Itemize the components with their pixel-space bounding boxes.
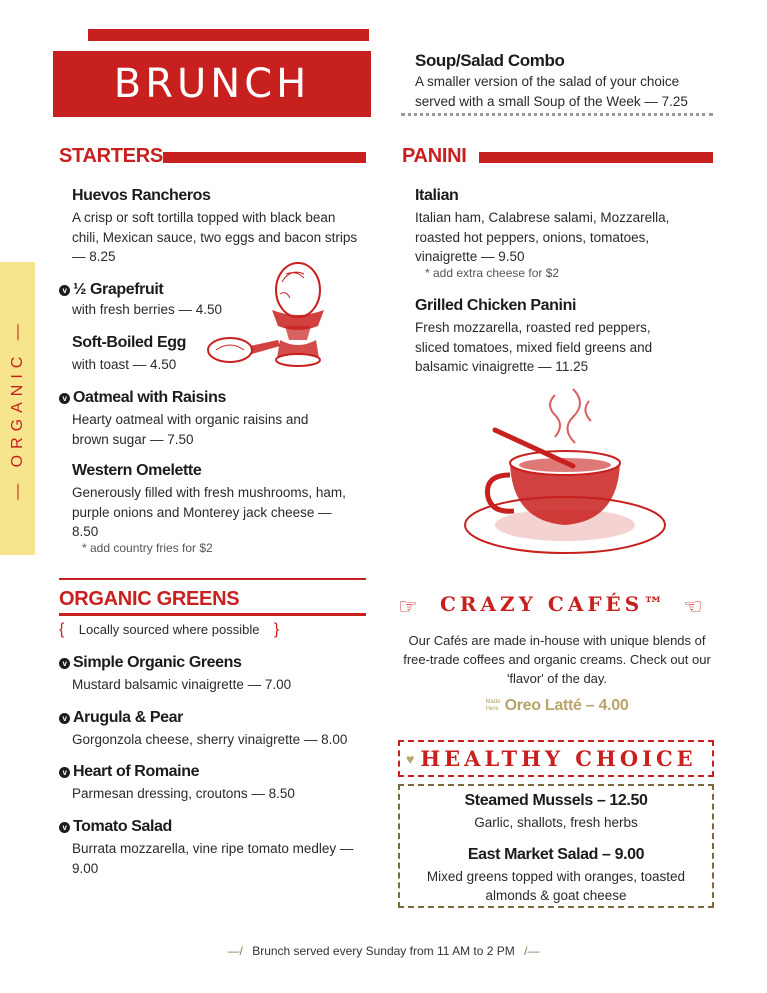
starter-title-egg: Soft-Boiled Egg — [72, 334, 186, 351]
greens-heading: ORGANIC GREENS — [59, 588, 240, 610]
brunch-top-bar — [88, 29, 369, 41]
dotted-divider — [401, 113, 713, 116]
healthy-heading: ♥ HEALTHY CHOICE — [406, 746, 697, 771]
greens-bottom-rule — [59, 613, 366, 616]
footer: —/ Brunch served every Sunday from 11 AM to 2 PM /— — [227, 944, 540, 958]
cafes-title: CRAZY CAFÉS™ — [440, 592, 668, 616]
greens-title-simple: v Simple Organic Greens — [59, 654, 242, 672]
starters-heading-bar — [163, 152, 366, 163]
starter-note-omelette: * add country fries for $2 — [82, 541, 213, 555]
starter-desc-egg: with toast — 4.50 — [72, 357, 177, 372]
panini-note-italian: * add extra cheese for $2 — [425, 266, 560, 280]
panini-title-chicken: Grilled Chicken Panini — [415, 297, 577, 314]
pointing-hand-right-icon: ☞ — [398, 594, 418, 619]
starter-desc-oatmeal: Hearty oatmeal with organic raisins and brown sugar — 7.50 — [72, 412, 309, 447]
made-here-label: Made Here — [485, 699, 501, 712]
brunch-title: BRUNCH — [113, 61, 311, 107]
panini-title-italian: Italian — [415, 187, 459, 204]
starter-desc-huevos: A crisp or soft tortilla topped with black bean chili, Mexican sauce, two eggs and bacon strips — 8.25 — [72, 210, 358, 264]
panini-desc-chicken: Fresh mozzarella, roasted red peppers, sliced tomatoes, mixed field greens and balsamic vinaigrette — 11.25 — [415, 320, 653, 374]
cafes-desc: Our Cafés are made in-house with unique blends of free-trade coffees and organic creams. Check out our 'flavor' of the day. — [403, 633, 711, 686]
greens-desc-arugula: Gorgonzola cheese, sherry vinaigrette — 8.00 — [72, 732, 348, 747]
vegetarian-icon: v — [59, 285, 70, 296]
greens-subtitle: { Locally sourced where possible } — [59, 621, 280, 638]
vegetarian-icon: v — [59, 658, 70, 669]
starter-desc-grapefruit: with fresh berries — 4.50 — [72, 302, 223, 317]
starter-desc-omelette: Generously filled with fresh mushrooms, ham, purple onions and Monterey jack cheese — 8.50 — [72, 485, 346, 539]
left-brace-icon: { — [59, 621, 65, 638]
vegetarian-icon: v — [59, 822, 70, 833]
panini-heading: PANINI — [402, 145, 467, 167]
pointing-hand-left-icon: ☜ — [683, 594, 703, 619]
healthy-desc-salad: Mixed greens topped with oranges, toasted almonds & goat cheese — [426, 869, 686, 903]
healthy-title-salad: East Market Salad – 9.00 — [467, 846, 645, 863]
organic-tab-label: — ORGANIC — — [8, 317, 26, 500]
greens-desc-romaine: Parmesan dressing, croutons — 8.50 — [72, 786, 295, 801]
organic-tab-label-wrap — [0, 262, 35, 555]
starter-title-oatmeal: v Oatmeal with Raisins — [59, 389, 226, 407]
coffee-cup-illustration — [455, 385, 680, 565]
greens-desc-tomato: Burrata mozzarella, vine ripe tomato medley — 9.00 — [72, 841, 354, 876]
healthy-desc-mussels: Garlic, shallots, fresh herbs — [474, 815, 638, 830]
heart-icon: ♥ — [406, 750, 415, 767]
slash-left-icon: —/ — [227, 944, 243, 958]
vegetarian-icon: v — [59, 767, 70, 778]
panini-desc-italian: Italian ham, Calabrese salami, Mozzarella, roasted hot peppers, onions, tomatoes, vinaigrette — 9.50 — [415, 210, 670, 264]
greens-title-tomato: v Tomato Salad — [59, 818, 172, 836]
starter-title-huevos: Huevos Rancheros — [72, 187, 211, 204]
latte-text: Oreo Latté – 4.00 — [504, 697, 629, 714]
greens-desc-simple: Mustard balsamic vinaigrette — 7.00 — [72, 677, 292, 692]
latte-special — [398, 697, 716, 715]
soup-combo-title: Soup/Salad Combo — [415, 51, 565, 70]
vegetarian-icon: v — [59, 713, 70, 724]
greens-title-arugula: v Arugula & Pear — [59, 709, 183, 727]
egg-cup-illustration — [200, 262, 330, 377]
panini-heading-bar — [479, 152, 713, 163]
right-brace-icon: } — [273, 621, 280, 638]
starters-heading: STARTERS — [59, 145, 163, 167]
vegetarian-icon: v — [59, 393, 70, 404]
starter-title-grapefruit: v ½ Grapefruit — [59, 281, 163, 299]
slash-right-icon: /— — [524, 944, 540, 958]
starter-title-omelette: Western Omelette — [72, 462, 202, 479]
greens-title-romaine: v Heart of Romaine — [59, 763, 199, 781]
greens-top-rule — [59, 578, 366, 580]
healthy-title-mussels: Steamed Mussels – 12.50 — [464, 792, 648, 809]
soup-combo-desc: A smaller version of the salad of your choice served with a small Soup of the Week — 7.25 — [415, 74, 688, 109]
